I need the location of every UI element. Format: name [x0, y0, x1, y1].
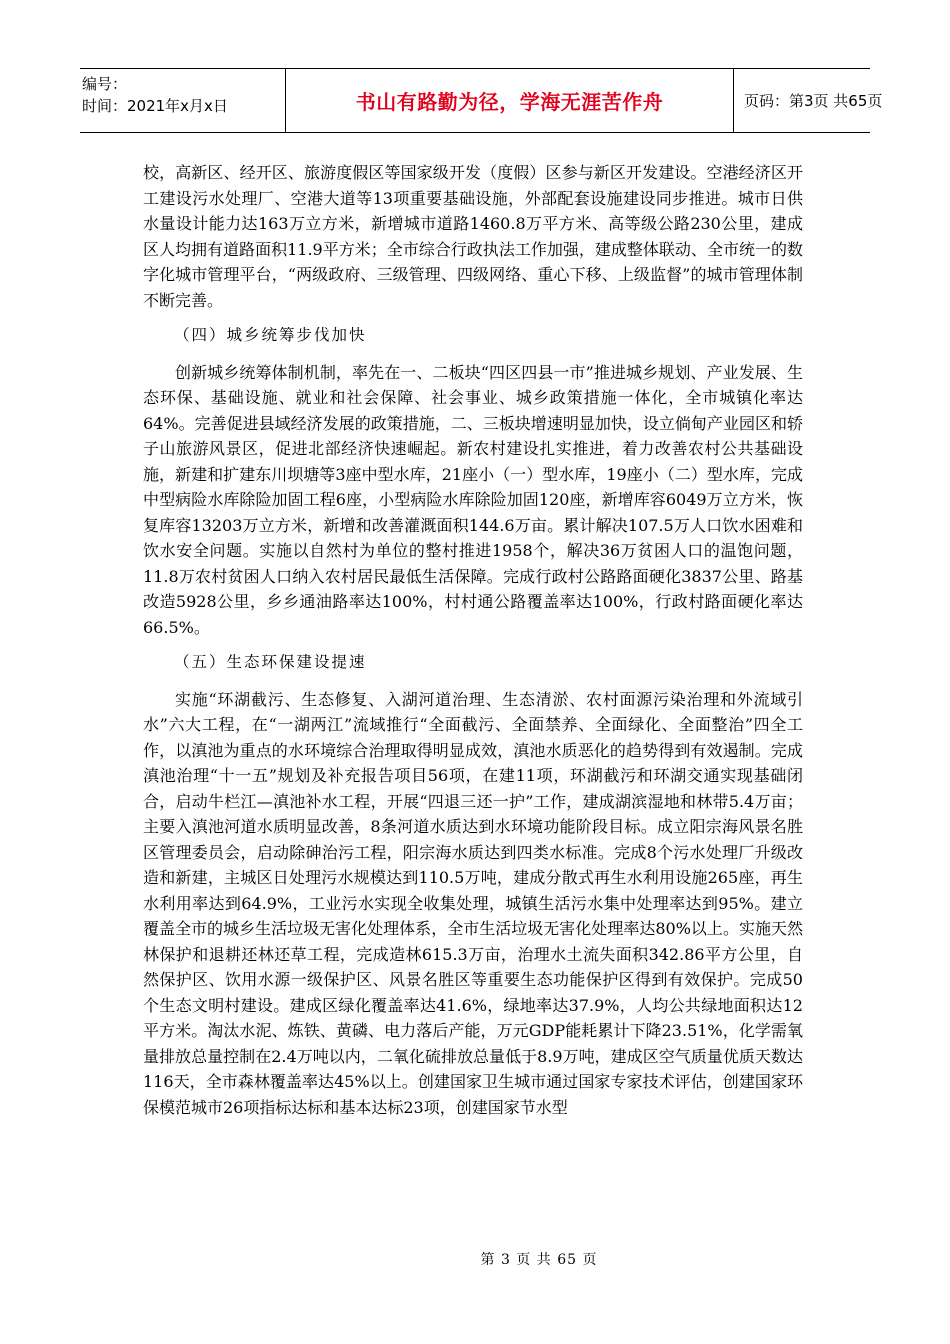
- section-heading-5: （五）生态环保建设提速: [174, 653, 367, 671]
- body-paragraph-urban-rural: 创新城乡统筹体制机制，率先在一、二板块“四区四县一市”推进城乡规划、产业发展、生态环保、基础设施、就业和社会保障、社会事业、城乡政策措施一体化，全市城镇化率达64%。完善促进县域经济发展的政策措施，二、三板块增速明显加快，设立倘甸产业园区和轿子山旅游风景区，促进北部经济快速崛起。新农村建设扎实推进，着力改善农村公共基础设施，新建和扩建东川坝塘等3座中型水库，21座小（一）型水库，19座小（二）型水库，完成中型病险水库除险加固工程6座，小型病险水库除险加固120座，新增库容6049万立方米，恢复库容13203万立方米，新增和改善灌溉面积144.6万亩。累计解决107.5万人口饮水困难和饮水安全问题。实施以自然村为单位的整村推进1958个，解决36万贫困人口的温饱问题，11.8万农村贫困人口纳入农村居民最低生活保障。完成行政村公路路面硬化3837公里、路基改造5928公里，乡乡通油路率达100%，村村通公路覆盖率达100%，行政村路面硬化率达66.5%。: [143, 362, 803, 637]
- section-heading-4: （四）城乡统筹步伐加快: [174, 326, 367, 344]
- document-number-label: 编号：: [82, 75, 128, 93]
- header-motto: 书山有路勤为径，学海无涯苦作舟: [355, 90, 664, 114]
- footer-page-number: 第 3 页 共 65 页: [480, 1252, 598, 1268]
- document-time-label: 时间：2021年x月x日: [82, 97, 228, 115]
- header-meta: [80, 69, 286, 132]
- page-footer: [0, 1249, 950, 1269]
- body-paragraph-ecology: 实施“环湖截污、生态修复、入湖河道治理、生态清淤、农村面源污染治理和外流域引水”六大工程，在“一湖两江”流域推行“全面截污、全面禁养、全面绿化、全面整治”四全工作，以滇池为重点的水环境综合治理取得明显成效，滇池水质恶化的趋势得到有效遏制。完成滇池治理“十一五”规划及补充报告项目56项，在建11项，环湖截污和环湖交通实现基础闭合，启动牛栏江—滇池补水工程，开展“四退三还一护”工作，建成湖滨湿地和林带5.4万亩；主要入滇池河道水质明显改善，8条河道水质达到水环境功能阶段目标。成立阳宗海风景名胜区管理委员会，启动除砷治污工程，阳宗海水质达到四类水标准。完成8个污水处理厂升级改造和新建，主城区日处理污水规模达到110.5万吨，建成分散式再生水利用设施265座，再生水利用率达到64.9%，工业污水实现全收集处理，城镇生活污水集中处理率达到95%。建立覆盖全市的城乡生活垃圾无害化处理体系，全市生活垃圾无害化处理率达80%以上。实施天然林保护和退耕还林还草工程，完成造林615.3万亩，治理水土流失面积342.86平方公里，自然保护区、饮用水源一级保护区、风景名胜区等重要生态功能保护区得到有效保护。完成50个生态文明村建设。建成区绿化覆盖率达41.6%，绿地率达37.9%，人均公共绿地面积达12平方米。淘汰水泥、炼铁、黄磷、电力落后产能，万元GDP能耗累计下降23.51%，化学需氧量排放总量控制在2.4万吨以内，二氧化硫排放总量低于8.9万吨，建成区空气质量优质天数达116天，全市森林覆盖率达45%以上。创建国家卫生城市通过国家专家技术评估，创建国家环保模范城市26项指标达标和基本达标23项，创建国家节水型: [143, 689, 803, 1117]
- body-paragraph-urban-management: 校，高新区、经开区、旅游度假区等国家级开发（度假）区参与新区开发建设。空港经济区开工建设污水处理厂、空港大道等13项重要基础设施，外部配套设施建设同步推进。城市日供水量设计能力达163万立方米，新增城市道路1460.8万平方米、高等级公路230公里，建成区人均拥有道路面积11.9平方米；全市综合行政执法工作加强，建成整体联动、全市统一的数字化城市管理平台，“两级政府、三级管理、四级网络、重心下移、上级监督”的城市管理体制不断完善。: [143, 163, 803, 310]
- document-body: [143, 160, 803, 1120]
- header-motto-cell: [286, 69, 734, 132]
- header-page-number: 页码：第3页 共65页: [744, 92, 883, 110]
- page-header: [80, 68, 883, 133]
